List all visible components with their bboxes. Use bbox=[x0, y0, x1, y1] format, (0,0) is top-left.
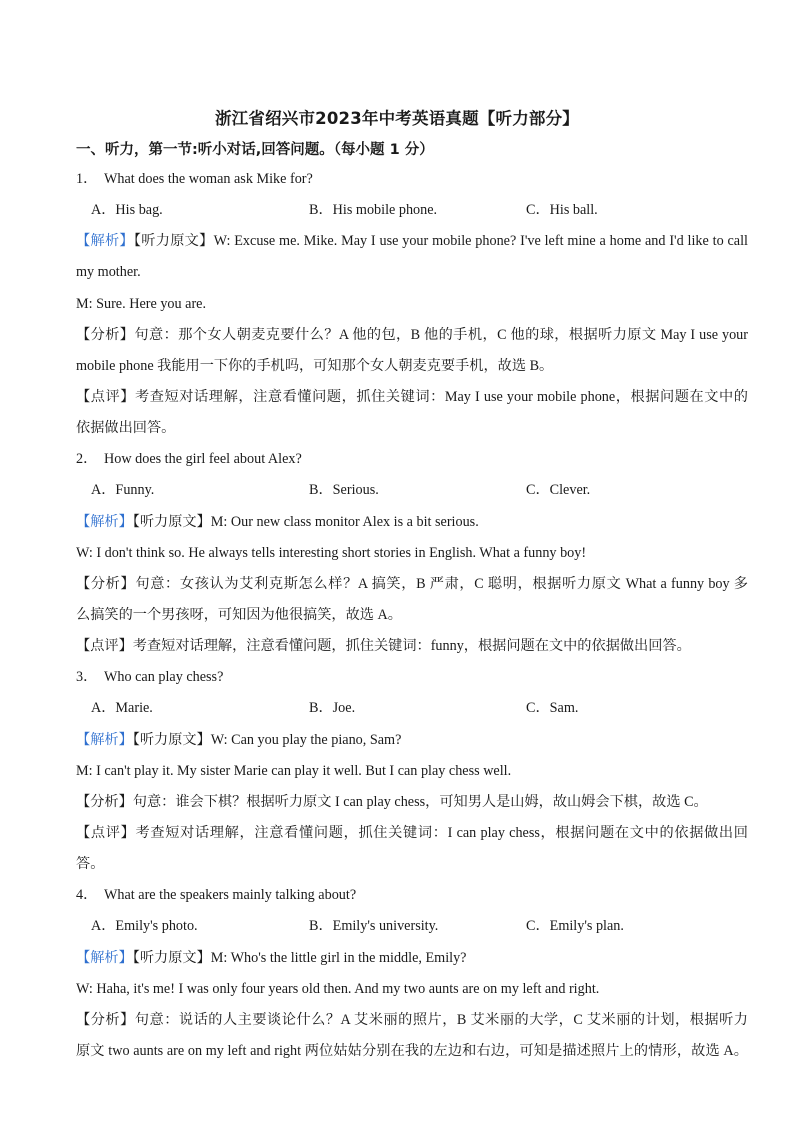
option-b: B．Serious. bbox=[309, 482, 379, 499]
question-number: 2． bbox=[76, 451, 98, 468]
transcript-line bbox=[76, 257, 748, 288]
analysis-line bbox=[76, 1036, 748, 1067]
review-line bbox=[76, 818, 748, 849]
transcript-line bbox=[76, 974, 748, 1005]
transcript-line bbox=[76, 943, 748, 974]
review-label: 【点评】 bbox=[76, 824, 136, 841]
option-a: A．His bag. bbox=[91, 202, 163, 219]
analysis-text: 句意：说话的人主要谈论什么？A 艾米丽的照片，B 艾米丽的大学，C 艾米丽的计划，根据听力 bbox=[134, 1011, 748, 1028]
transcript-text: W: Excuse me. Mike. May I use your mobile phone? I've left mine a home and I'd like to call bbox=[213, 233, 748, 250]
analysis-text: 句意：那个女人朝麦克要什么？A 他的包，B 他的手机，C 他的球，根据听力原文 May I use your bbox=[134, 326, 748, 343]
transcript-text: my mother. bbox=[76, 264, 141, 281]
option-a: A．Funny. bbox=[91, 482, 155, 499]
option-a: A．Emily's photo. bbox=[91, 918, 198, 935]
analysis-text: 么搞笑的一个男孩呀，可知因为他很搞笑，故选 A。 bbox=[76, 606, 402, 623]
transcript-line bbox=[76, 725, 748, 756]
transcript-text: W: Can you play the piano, Sam? bbox=[210, 731, 402, 748]
question-line bbox=[76, 164, 748, 195]
review-text: 考查短对话理解，注意看懂问题，抓住关键词：funny，根据问题在文中的依据做出回答。 bbox=[132, 638, 691, 655]
option-a: A．Marie. bbox=[91, 700, 153, 717]
review-line bbox=[76, 631, 748, 662]
option-c: C．Sam. bbox=[526, 700, 579, 717]
transcript-text: M: Our new class monitor Alex is a bit serious. bbox=[210, 513, 479, 530]
question-block bbox=[76, 880, 748, 1067]
transcript-text: M: I can't play it. My sister Marie can play it well. But I can play chess well. bbox=[76, 762, 512, 779]
review-line bbox=[76, 849, 748, 880]
analysis-label: 【分析】 bbox=[76, 1011, 135, 1028]
options-row bbox=[76, 195, 748, 226]
jiexi-label: 【解析】 bbox=[76, 233, 134, 250]
review-text: 答。 bbox=[76, 856, 105, 873]
transcript-line bbox=[76, 289, 748, 320]
review-label: 【点评】 bbox=[76, 388, 136, 405]
transcript-label: 【听力原文】 bbox=[132, 731, 211, 748]
option-c: C．Emily's plan. bbox=[526, 918, 624, 935]
analysis-line bbox=[76, 1005, 748, 1036]
question-line bbox=[76, 662, 748, 693]
option-b: B．His mobile phone. bbox=[309, 202, 438, 219]
option-c: C．Clever. bbox=[526, 482, 591, 499]
question-block bbox=[76, 662, 748, 880]
analysis-label: 【分析】 bbox=[76, 793, 133, 810]
analysis-label: 【分析】 bbox=[76, 575, 136, 592]
review-text: 依据做出回答。 bbox=[76, 420, 176, 437]
analysis-line bbox=[76, 787, 748, 818]
transcript-label: 【听力原文】 bbox=[133, 233, 214, 250]
transcript-text: W: I don't think so. He always tells interesting short stories in English. What a funny boy! bbox=[76, 544, 587, 561]
analysis-line bbox=[76, 320, 748, 351]
transcript-line bbox=[76, 226, 748, 257]
question-text: What does the woman ask Mike for? bbox=[104, 171, 313, 187]
review-label: 【点评】 bbox=[76, 638, 133, 655]
transcript-text: M: Sure. Here you are. bbox=[76, 295, 207, 312]
transcript-text: M: Who's the little girl in the middle, Emily? bbox=[210, 949, 467, 966]
question-block bbox=[76, 164, 748, 444]
question-line bbox=[76, 880, 748, 911]
transcript-text: W: Haha, it's me! I was only four years old then. And my two aunts are on my left and right. bbox=[76, 980, 600, 997]
options-row bbox=[76, 693, 748, 724]
question-number: 3． bbox=[76, 669, 98, 686]
review-line bbox=[76, 413, 748, 444]
jiexi-label: 【解析】 bbox=[76, 731, 133, 748]
transcript-line bbox=[76, 507, 748, 538]
review-text: 考查短对话理解，注意看懂问题，抓住关键词：I can play chess，根据问题在文中的依据做出回 bbox=[135, 824, 748, 841]
analysis-label: 【分析】 bbox=[76, 326, 135, 343]
question-text: How does the girl feel about Alex? bbox=[104, 451, 302, 468]
question-number: 4． bbox=[76, 887, 98, 904]
option-c: C．His ball. bbox=[526, 202, 598, 219]
question-list bbox=[76, 164, 748, 1067]
question-block bbox=[76, 444, 748, 662]
analysis-text: 句意：女孩认为艾利克斯怎么样？A 搞笑，B 严肃，C 聪明，根据听力原文 What a funny boy 多 bbox=[135, 575, 748, 592]
page-title: 浙江省绍兴市2023年中考英语真题【听力部分】 bbox=[214, 109, 580, 128]
transcript-label: 【听力原文】 bbox=[132, 513, 211, 530]
question-text: Who can play chess? bbox=[104, 669, 224, 686]
question-number: 1． bbox=[76, 171, 98, 187]
transcript-label: 【听力原文】 bbox=[132, 949, 211, 966]
jiexi-label: 【解析】 bbox=[76, 949, 133, 966]
jiexi-label: 【解析】 bbox=[76, 513, 133, 530]
analysis-line bbox=[76, 600, 748, 631]
options-row bbox=[76, 911, 748, 942]
option-b: B．Emily's university. bbox=[309, 918, 439, 935]
analysis-text: mobile phone 我能用一下你的手机吗，可知那个女人朝麦克要手机，故选 B。 bbox=[76, 357, 554, 374]
analysis-line bbox=[76, 569, 748, 600]
review-line bbox=[76, 382, 748, 413]
analysis-text: 原文 two aunts are on my left and right 两位姑姑分别在我的左边和右边，可知是描述照片上的情形，故选 A。 bbox=[76, 1042, 748, 1059]
analysis-line bbox=[76, 351, 748, 382]
question-text: What are the speakers mainly talking about? bbox=[104, 887, 357, 904]
options-row bbox=[76, 475, 748, 506]
option-b: B．Joe. bbox=[309, 700, 356, 717]
review-text: 考查短对话理解，注意看懂问题，抓住关键词：May I use your mobile phone，根据问题在文中的 bbox=[135, 388, 748, 405]
transcript-line bbox=[76, 756, 748, 787]
section-heading: 一、听力，第一节:听小对话,回答问题。（每小题 1 分） bbox=[76, 142, 434, 158]
analysis-text: 句意：谁会下棋？根据听力原文 I can play chess，可知男人是山姆，故山姆会下棋，故选 C。 bbox=[132, 793, 708, 810]
question-line bbox=[76, 444, 748, 475]
transcript-line bbox=[76, 538, 748, 569]
